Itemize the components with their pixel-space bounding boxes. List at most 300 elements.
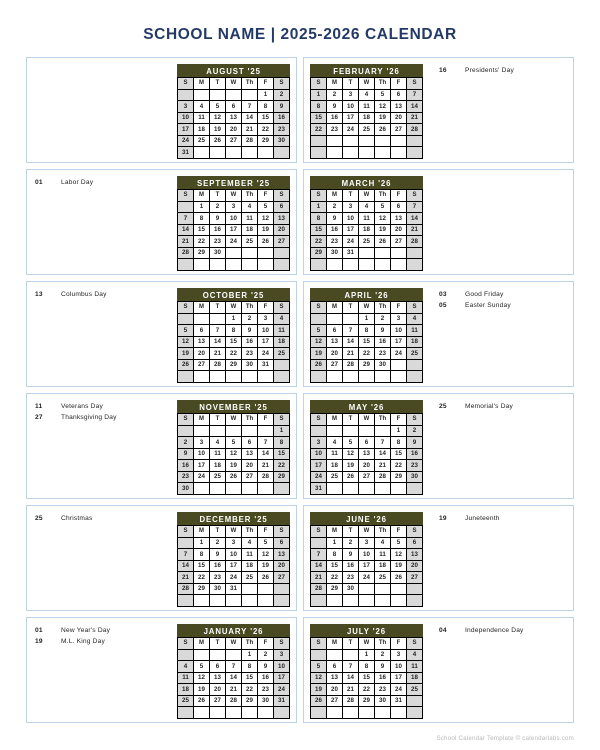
day-cell[interactable]: 13 [327, 336, 343, 348]
day-cell[interactable]: 7 [407, 89, 423, 101]
day-cell[interactable]: 1 [359, 649, 375, 661]
day-cell[interactable]: 6 [274, 537, 290, 549]
day-cell[interactable]: 23 [274, 124, 290, 136]
day-cell[interactable]: 29 [327, 583, 343, 595]
day-cell[interactable]: 11 [407, 325, 423, 337]
day-cell[interactable]: 24 [359, 572, 375, 584]
day-cell[interactable]: 22 [391, 460, 407, 472]
day-cell[interactable]: 20 [407, 560, 423, 572]
day-cell[interactable]: 25 [359, 124, 375, 136]
day-cell[interactable]: 11 [327, 448, 343, 460]
day-cell[interactable]: 24 [343, 124, 359, 136]
day-cell[interactable]: 29 [226, 359, 242, 371]
day-cell[interactable]: 20 [274, 224, 290, 236]
day-cell[interactable]: 20 [242, 460, 258, 472]
day-cell[interactable]: 24 [194, 471, 210, 483]
day-cell[interactable]: 20 [274, 560, 290, 572]
day-cell[interactable]: 19 [178, 348, 194, 360]
day-cell[interactable]: 31 [274, 695, 290, 707]
day-cell[interactable]: 18 [359, 112, 375, 124]
day-cell[interactable]: 9 [210, 213, 226, 225]
day-cell[interactable]: 1 [194, 201, 210, 213]
day-cell[interactable]: 23 [343, 572, 359, 584]
day-cell[interactable]: 18 [327, 460, 343, 472]
day-cell[interactable]: 22 [359, 348, 375, 360]
day-cell[interactable]: 31 [178, 147, 194, 159]
day-cell[interactable]: 5 [311, 325, 327, 337]
day-cell[interactable]: 25 [194, 135, 210, 147]
day-cell[interactable]: 24 [343, 236, 359, 248]
day-cell[interactable]: 23 [327, 124, 343, 136]
day-cell[interactable]: 21 [242, 124, 258, 136]
day-cell[interactable]: 9 [242, 325, 258, 337]
day-cell[interactable]: 29 [359, 695, 375, 707]
day-cell[interactable]: 25 [242, 236, 258, 248]
day-cell[interactable]: 14 [375, 448, 391, 460]
day-cell[interactable]: 18 [407, 336, 423, 348]
day-cell[interactable]: 12 [391, 549, 407, 561]
day-cell[interactable]: 28 [311, 583, 327, 595]
day-cell[interactable]: 14 [242, 112, 258, 124]
day-cell[interactable]: 1 [242, 649, 258, 661]
day-cell[interactable]: 26 [178, 359, 194, 371]
day-cell[interactable]: 20 [391, 112, 407, 124]
day-cell[interactable]: 10 [343, 213, 359, 225]
day-cell[interactable]: 2 [210, 201, 226, 213]
day-cell[interactable]: 16 [375, 672, 391, 684]
day-cell[interactable]: 22 [242, 684, 258, 696]
day-cell[interactable]: 19 [194, 684, 210, 696]
day-cell[interactable]: 10 [274, 661, 290, 673]
day-cell[interactable]: 16 [407, 448, 423, 460]
day-cell[interactable]: 14 [210, 336, 226, 348]
day-cell[interactable]: 10 [226, 549, 242, 561]
day-cell[interactable]: 28 [343, 695, 359, 707]
day-cell[interactable]: 8 [242, 661, 258, 673]
day-cell[interactable]: 14 [311, 560, 327, 572]
day-cell[interactable]: 22 [194, 572, 210, 584]
day-cell[interactable]: 24 [258, 348, 274, 360]
day-cell[interactable]: 17 [194, 460, 210, 472]
day-cell[interactable]: 3 [343, 201, 359, 213]
day-cell[interactable]: 11 [194, 112, 210, 124]
day-cell[interactable]: 12 [375, 213, 391, 225]
day-cell[interactable]: 12 [343, 448, 359, 460]
day-cell[interactable]: 8 [311, 213, 327, 225]
day-cell[interactable]: 12 [258, 213, 274, 225]
day-cell[interactable]: 6 [327, 325, 343, 337]
day-cell[interactable]: 17 [391, 336, 407, 348]
day-cell[interactable]: 24 [391, 684, 407, 696]
day-cell[interactable]: 3 [274, 649, 290, 661]
day-cell[interactable]: 22 [274, 460, 290, 472]
day-cell[interactable]: 9 [343, 549, 359, 561]
day-cell[interactable]: 24 [226, 572, 242, 584]
day-cell[interactable]: 19 [375, 112, 391, 124]
day-cell[interactable]: 25 [327, 471, 343, 483]
day-cell[interactable]: 8 [327, 549, 343, 561]
day-cell[interactable]: 30 [375, 695, 391, 707]
day-cell[interactable]: 7 [375, 437, 391, 449]
day-cell[interactable]: 22 [258, 124, 274, 136]
day-cell[interactable]: 29 [242, 695, 258, 707]
day-cell[interactable]: 24 [391, 348, 407, 360]
day-cell[interactable]: 11 [359, 101, 375, 113]
day-cell[interactable]: 19 [343, 460, 359, 472]
day-cell[interactable]: 21 [178, 236, 194, 248]
day-cell[interactable]: 21 [407, 224, 423, 236]
day-cell[interactable]: 15 [311, 224, 327, 236]
day-cell[interactable]: 16 [210, 224, 226, 236]
day-cell[interactable]: 13 [359, 448, 375, 460]
day-cell[interactable]: 23 [327, 236, 343, 248]
day-cell[interactable]: 23 [258, 684, 274, 696]
day-cell[interactable]: 12 [210, 112, 226, 124]
day-cell[interactable]: 12 [226, 448, 242, 460]
day-cell[interactable]: 3 [359, 537, 375, 549]
day-cell[interactable]: 26 [375, 236, 391, 248]
day-cell[interactable]: 18 [178, 684, 194, 696]
day-cell[interactable]: 10 [226, 213, 242, 225]
day-cell[interactable]: 12 [194, 672, 210, 684]
day-cell[interactable]: 30 [343, 583, 359, 595]
day-cell[interactable]: 17 [391, 672, 407, 684]
day-cell[interactable]: 12 [311, 672, 327, 684]
day-cell[interactable]: 26 [311, 359, 327, 371]
day-cell[interactable]: 25 [210, 471, 226, 483]
day-cell[interactable]: 8 [311, 101, 327, 113]
day-cell[interactable]: 7 [343, 661, 359, 673]
day-cell[interactable]: 18 [242, 560, 258, 572]
day-cell[interactable]: 26 [391, 572, 407, 584]
day-cell[interactable]: 24 [311, 471, 327, 483]
day-cell[interactable]: 4 [359, 89, 375, 101]
day-cell[interactable]: 25 [359, 236, 375, 248]
day-cell[interactable]: 27 [226, 135, 242, 147]
day-cell[interactable]: 9 [274, 101, 290, 113]
day-cell[interactable]: 13 [226, 112, 242, 124]
day-cell[interactable]: 29 [274, 471, 290, 483]
day-cell[interactable]: 18 [274, 336, 290, 348]
day-cell[interactable]: 24 [274, 684, 290, 696]
day-cell[interactable]: 25 [407, 684, 423, 696]
day-cell[interactable]: 15 [311, 112, 327, 124]
day-cell[interactable]: 13 [242, 448, 258, 460]
day-cell[interactable]: 2 [375, 649, 391, 661]
day-cell[interactable]: 19 [311, 684, 327, 696]
day-cell[interactable]: 22 [226, 348, 242, 360]
day-cell[interactable]: 3 [226, 537, 242, 549]
day-cell[interactable]: 6 [274, 201, 290, 213]
day-cell[interactable]: 28 [242, 135, 258, 147]
day-cell[interactable]: 25 [407, 348, 423, 360]
day-cell[interactable]: 8 [194, 213, 210, 225]
day-cell[interactable]: 19 [375, 224, 391, 236]
day-cell[interactable]: 17 [343, 112, 359, 124]
day-cell[interactable]: 31 [391, 695, 407, 707]
day-cell[interactable]: 29 [194, 247, 210, 259]
day-cell[interactable]: 27 [407, 572, 423, 584]
day-cell[interactable]: 6 [391, 201, 407, 213]
day-cell[interactable]: 8 [359, 325, 375, 337]
day-cell[interactable]: 21 [343, 348, 359, 360]
day-cell[interactable]: 17 [258, 336, 274, 348]
day-cell[interactable]: 21 [375, 460, 391, 472]
day-cell[interactable]: 30 [178, 483, 194, 495]
day-cell[interactable]: 4 [210, 437, 226, 449]
day-cell[interactable]: 20 [327, 348, 343, 360]
day-cell[interactable]: 21 [407, 112, 423, 124]
day-cell[interactable]: 26 [226, 471, 242, 483]
day-cell[interactable]: 16 [242, 336, 258, 348]
day-cell[interactable]: 6 [359, 437, 375, 449]
day-cell[interactable]: 2 [274, 89, 290, 101]
day-cell[interactable]: 4 [194, 101, 210, 113]
day-cell[interactable]: 20 [226, 124, 242, 136]
day-cell[interactable]: 13 [327, 672, 343, 684]
day-cell[interactable]: 26 [194, 695, 210, 707]
day-cell[interactable]: 15 [242, 672, 258, 684]
day-cell[interactable]: 31 [343, 247, 359, 259]
day-cell[interactable]: 23 [210, 236, 226, 248]
day-cell[interactable]: 1 [391, 425, 407, 437]
day-cell[interactable]: 15 [194, 560, 210, 572]
day-cell[interactable]: 11 [242, 549, 258, 561]
day-cell[interactable]: 6 [194, 325, 210, 337]
day-cell[interactable]: 25 [274, 348, 290, 360]
day-cell[interactable]: 27 [194, 359, 210, 371]
day-cell[interactable]: 5 [210, 101, 226, 113]
day-cell[interactable]: 27 [242, 471, 258, 483]
day-cell[interactable]: 7 [311, 549, 327, 561]
day-cell[interactable]: 12 [375, 101, 391, 113]
day-cell[interactable]: 2 [327, 89, 343, 101]
day-cell[interactable]: 27 [327, 695, 343, 707]
day-cell[interactable]: 5 [226, 437, 242, 449]
day-cell[interactable]: 4 [407, 649, 423, 661]
day-cell[interactable]: 30 [327, 247, 343, 259]
day-cell[interactable]: 28 [178, 583, 194, 595]
day-cell[interactable]: 26 [210, 135, 226, 147]
day-cell[interactable]: 23 [178, 471, 194, 483]
day-cell[interactable]: 23 [375, 348, 391, 360]
day-cell[interactable]: 24 [178, 135, 194, 147]
day-cell[interactable]: 14 [226, 672, 242, 684]
day-cell[interactable]: 5 [258, 201, 274, 213]
day-cell[interactable]: 4 [242, 537, 258, 549]
day-cell[interactable]: 19 [311, 348, 327, 360]
day-cell[interactable]: 7 [226, 661, 242, 673]
day-cell[interactable]: 29 [258, 135, 274, 147]
day-cell[interactable]: 18 [407, 672, 423, 684]
day-cell[interactable]: 13 [407, 549, 423, 561]
day-cell[interactable]: 30 [375, 359, 391, 371]
day-cell[interactable]: 10 [194, 448, 210, 460]
day-cell[interactable]: 8 [274, 437, 290, 449]
day-cell[interactable]: 28 [343, 359, 359, 371]
day-cell[interactable]: 15 [359, 672, 375, 684]
day-cell[interactable]: 9 [375, 661, 391, 673]
day-cell[interactable]: 13 [274, 213, 290, 225]
day-cell[interactable]: 16 [210, 560, 226, 572]
day-cell[interactable]: 4 [242, 201, 258, 213]
day-cell[interactable]: 21 [210, 348, 226, 360]
day-cell[interactable]: 18 [375, 560, 391, 572]
day-cell[interactable]: 22 [194, 236, 210, 248]
day-cell[interactable]: 16 [343, 560, 359, 572]
day-cell[interactable]: 19 [258, 560, 274, 572]
day-cell[interactable]: 1 [258, 89, 274, 101]
day-cell[interactable]: 16 [274, 112, 290, 124]
day-cell[interactable]: 30 [210, 247, 226, 259]
day-cell[interactable]: 6 [242, 437, 258, 449]
day-cell[interactable]: 6 [210, 661, 226, 673]
day-cell[interactable]: 5 [391, 537, 407, 549]
day-cell[interactable]: 3 [391, 313, 407, 325]
day-cell[interactable]: 27 [210, 695, 226, 707]
day-cell[interactable]: 17 [226, 560, 242, 572]
day-cell[interactable]: 17 [274, 672, 290, 684]
day-cell[interactable]: 27 [391, 124, 407, 136]
day-cell[interactable]: 18 [242, 224, 258, 236]
day-cell[interactable]: 6 [226, 101, 242, 113]
day-cell[interactable]: 16 [327, 224, 343, 236]
day-cell[interactable]: 3 [311, 437, 327, 449]
day-cell[interactable]: 10 [343, 101, 359, 113]
day-cell[interactable]: 15 [359, 336, 375, 348]
day-cell[interactable]: 5 [343, 437, 359, 449]
day-cell[interactable]: 14 [178, 224, 194, 236]
day-cell[interactable]: 5 [178, 325, 194, 337]
day-cell[interactable]: 9 [327, 101, 343, 113]
day-cell[interactable]: 5 [194, 661, 210, 673]
day-cell[interactable]: 11 [178, 672, 194, 684]
day-cell[interactable]: 12 [258, 549, 274, 561]
day-cell[interactable]: 16 [327, 112, 343, 124]
day-cell[interactable]: 22 [311, 124, 327, 136]
day-cell[interactable]: 7 [178, 549, 194, 561]
day-cell[interactable]: 7 [242, 101, 258, 113]
day-cell[interactable]: 11 [407, 661, 423, 673]
day-cell[interactable]: 4 [178, 661, 194, 673]
day-cell[interactable]: 6 [407, 537, 423, 549]
day-cell[interactable]: 4 [407, 313, 423, 325]
day-cell[interactable]: 2 [178, 437, 194, 449]
day-cell[interactable]: 28 [407, 124, 423, 136]
day-cell[interactable]: 20 [194, 348, 210, 360]
day-cell[interactable]: 17 [311, 460, 327, 472]
day-cell[interactable]: 3 [194, 437, 210, 449]
day-cell[interactable]: 13 [391, 101, 407, 113]
day-cell[interactable]: 22 [359, 684, 375, 696]
day-cell[interactable]: 29 [359, 359, 375, 371]
day-cell[interactable]: 2 [242, 313, 258, 325]
day-cell[interactable]: 14 [178, 560, 194, 572]
day-cell[interactable]: 4 [375, 537, 391, 549]
day-cell[interactable]: 30 [242, 359, 258, 371]
day-cell[interactable]: 13 [391, 213, 407, 225]
day-cell[interactable]: 31 [258, 359, 274, 371]
day-cell[interactable]: 28 [258, 471, 274, 483]
day-cell[interactable]: 21 [258, 460, 274, 472]
day-cell[interactable]: 4 [359, 201, 375, 213]
day-cell[interactable]: 31 [311, 483, 327, 495]
day-cell[interactable]: 10 [178, 112, 194, 124]
day-cell[interactable]: 21 [178, 572, 194, 584]
day-cell[interactable]: 12 [311, 336, 327, 348]
day-cell[interactable]: 23 [407, 460, 423, 472]
day-cell[interactable]: 10 [359, 549, 375, 561]
day-cell[interactable]: 23 [375, 684, 391, 696]
day-cell[interactable]: 23 [242, 348, 258, 360]
day-cell[interactable]: 1 [311, 201, 327, 213]
day-cell[interactable]: 1 [327, 537, 343, 549]
day-cell[interactable]: 20 [391, 224, 407, 236]
day-cell[interactable]: 22 [327, 572, 343, 584]
day-cell[interactable]: 31 [226, 583, 242, 595]
day-cell[interactable]: 3 [226, 201, 242, 213]
day-cell[interactable]: 28 [375, 471, 391, 483]
day-cell[interactable]: 1 [359, 313, 375, 325]
day-cell[interactable]: 28 [178, 247, 194, 259]
day-cell[interactable]: 18 [210, 460, 226, 472]
day-cell[interactable]: 30 [274, 135, 290, 147]
day-cell[interactable]: 9 [327, 213, 343, 225]
day-cell[interactable]: 13 [210, 672, 226, 684]
day-cell[interactable]: 7 [210, 325, 226, 337]
day-cell[interactable]: 8 [194, 549, 210, 561]
day-cell[interactable]: 19 [258, 224, 274, 236]
day-cell[interactable]: 23 [210, 572, 226, 584]
day-cell[interactable]: 9 [407, 437, 423, 449]
day-cell[interactable]: 3 [343, 89, 359, 101]
day-cell[interactable]: 7 [343, 325, 359, 337]
day-cell[interactable]: 20 [359, 460, 375, 472]
day-cell[interactable]: 21 [226, 684, 242, 696]
day-cell[interactable]: 21 [343, 684, 359, 696]
day-cell[interactable]: 17 [178, 124, 194, 136]
day-cell[interactable]: 29 [194, 583, 210, 595]
day-cell[interactable]: 21 [311, 572, 327, 584]
day-cell[interactable]: 5 [311, 661, 327, 673]
day-cell[interactable]: 15 [391, 448, 407, 460]
day-cell[interactable]: 19 [226, 460, 242, 472]
day-cell[interactable]: 16 [375, 336, 391, 348]
day-cell[interactable]: 30 [258, 695, 274, 707]
day-cell[interactable]: 8 [359, 661, 375, 673]
day-cell[interactable]: 26 [343, 471, 359, 483]
day-cell[interactable]: 6 [327, 661, 343, 673]
day-cell[interactable]: 8 [258, 101, 274, 113]
day-cell[interactable]: 19 [210, 124, 226, 136]
day-cell[interactable]: 1 [226, 313, 242, 325]
day-cell[interactable]: 12 [178, 336, 194, 348]
day-cell[interactable]: 16 [258, 672, 274, 684]
day-cell[interactable]: 1 [274, 425, 290, 437]
day-cell[interactable]: 26 [375, 124, 391, 136]
day-cell[interactable]: 11 [375, 549, 391, 561]
day-cell[interactable]: 30 [407, 471, 423, 483]
day-cell[interactable]: 9 [178, 448, 194, 460]
day-cell[interactable]: 24 [226, 236, 242, 248]
day-cell[interactable]: 27 [274, 572, 290, 584]
day-cell[interactable]: 10 [391, 661, 407, 673]
day-cell[interactable]: 5 [258, 537, 274, 549]
day-cell[interactable]: 14 [407, 101, 423, 113]
day-cell[interactable]: 15 [274, 448, 290, 460]
day-cell[interactable]: 8 [391, 437, 407, 449]
day-cell[interactable]: 2 [210, 537, 226, 549]
